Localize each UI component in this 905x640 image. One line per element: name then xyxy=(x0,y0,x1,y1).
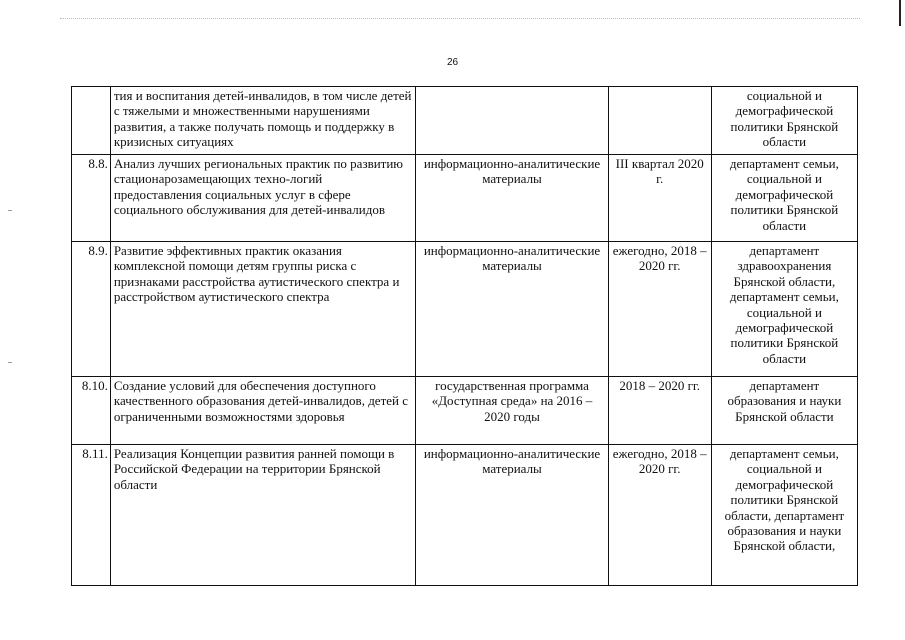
form-cell: информационно-аналитические материалы xyxy=(416,445,608,586)
term-cell: 2018 – 2020 гг. xyxy=(608,377,711,445)
row-number: 8.11. xyxy=(72,445,111,586)
row-number: 8.8. xyxy=(72,155,111,242)
scan-edge-mark xyxy=(899,0,901,26)
activity-cell: Создание условий для обеспечения доступного качественного образования детей-инвалидов, детей с ограниченными возможностями здоровья xyxy=(110,377,416,445)
table-row xyxy=(72,87,858,155)
term-cell xyxy=(608,87,711,155)
responsible-cell: департамент семьи, социальной и демографической политики Брянской области, департамент образования и науки Брянской области, xyxy=(711,445,857,586)
margin-mark xyxy=(8,362,12,363)
activity-cell: Реализация Концепции развития ранней помощи в Российской Федерации на территории Брянской области xyxy=(110,445,416,586)
measures-table xyxy=(71,86,858,586)
page-number: 26 xyxy=(446,57,459,68)
row-number: 8.9. xyxy=(72,242,111,377)
form-cell: информационно-аналитические материалы xyxy=(416,242,608,377)
activity-cell: Анализ лучших региональных практик по развитию стационарозамещающих техно-логий предоставления социальных услуг в сфере социального обслуживания для детей-инвалидов xyxy=(110,155,416,242)
term-cell: ежегодно, 2018 – 2020 гг. xyxy=(608,242,711,377)
scan-noise xyxy=(60,18,860,20)
responsible-cell: департамент здравоохранения Брянской области, департамент семьи, социальной и демографической политики Брянской области xyxy=(711,242,857,377)
form-cell xyxy=(416,87,608,155)
activity-cell: тия и воспитания детей-инвалидов, в том числе детей с тяжелыми и множественными нарушениями развития, а также получать помощь и поддержку в кризисных ситуациях xyxy=(110,87,416,155)
row-number: 8.10. xyxy=(72,377,111,445)
term-cell: ежегодно, 2018 – 2020 гг. xyxy=(608,445,711,586)
table-row xyxy=(72,155,858,242)
responsible-cell: департамент семьи, социальной и демографической политики Брянской области xyxy=(711,155,857,242)
form-cell: информационно-аналитические материалы xyxy=(416,155,608,242)
table-row xyxy=(72,445,858,586)
responsible-cell: департамент образования и науки Брянской области xyxy=(711,377,857,445)
margin-mark xyxy=(8,210,12,211)
responsible-cell: социальной и демографической политики Брянской области xyxy=(711,87,857,155)
activity-cell: Развитие эффективных практик оказания комплексной помощи детям группы риска с признаками расстройства аутистического спектра и расстройством аутистического спектра xyxy=(110,242,416,377)
table-row xyxy=(72,242,858,377)
form-cell: государственная программа «Доступная среда» на 2016 – 2020 годы xyxy=(416,377,608,445)
row-number xyxy=(72,87,111,155)
term-cell: III квартал 2020 г. xyxy=(608,155,711,242)
table-row xyxy=(72,377,858,445)
